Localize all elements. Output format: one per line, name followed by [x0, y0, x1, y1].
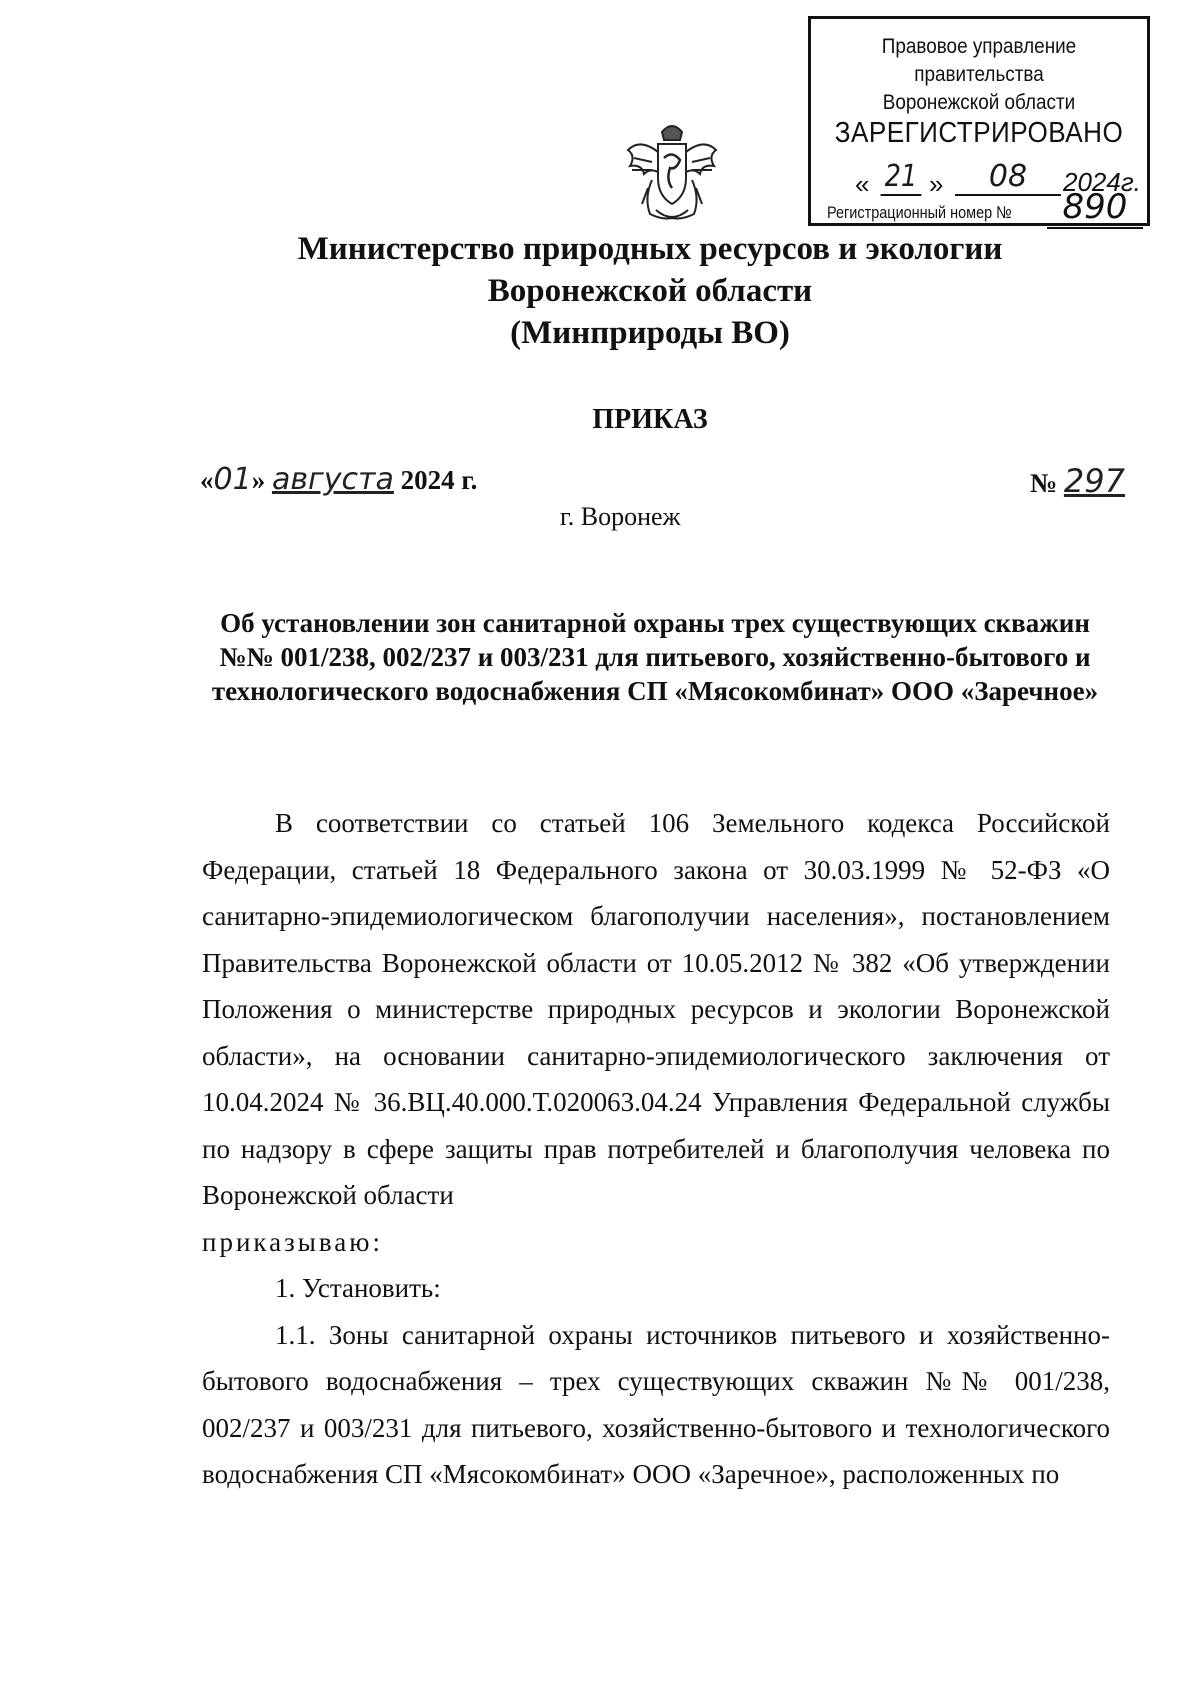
date-year: 2024 г. [400, 465, 478, 495]
registration-stamp [808, 16, 1150, 226]
order-word: приказываю: [202, 1226, 383, 1257]
stamp-day: 21 [881, 159, 922, 196]
stamp-registered-label: ЗАРЕГИСТРИРОВАНО [834, 117, 1124, 149]
order-number [1030, 462, 1125, 500]
item-1-1: 1.1. Зоны санитарной охраны источников питьевого и хозяйственно-бытового водоснабжения – трех существующих скважин №№ 001/238, 002/237 и 003/231 для питьевого, хозяйственно-бытового и технологического водоснабжения СП «Мясокомбинат» ООО «Заречное», расположенных по [202, 1319, 1110, 1489]
ministry-name-line1: Министерство природных ресурсов и экологии [297, 231, 1003, 267]
stamp-reg-number-row [821, 187, 1141, 227]
coat-of-arms-icon [622, 118, 722, 228]
order-number-value: 297 [1063, 462, 1125, 500]
ministry-name-line2: Воронежской области [487, 273, 813, 309]
stamp-reg-number: 890 [1047, 187, 1143, 229]
order-body [202, 800, 1110, 1498]
subject-line3: технологического водоснабжения СП «Мясокомбинат» ООО «Заречное» [211, 676, 1099, 706]
ministry-name-line3: (Минприроды ВО) [510, 315, 790, 351]
subject-line1: Об установлении зон санитарной охраны трех существующих скважин [220, 608, 1090, 638]
stamp-org-line2: Воронежской области [882, 91, 1076, 114]
order-date [200, 462, 477, 497]
stamp-month: 08 [955, 159, 1061, 196]
date-day: 01 [213, 462, 252, 497]
stamp-year: 2024г. [1063, 167, 1141, 197]
date-month: августа [271, 462, 394, 497]
document-type: ПРИКАЗ [592, 404, 708, 435]
date-quote-close: » [251, 465, 266, 495]
city: г. Воронеж [560, 502, 681, 531]
order-subject [200, 606, 1110, 708]
preamble-paragraph: В соответствии со статьей 106 Земельного кодекса Российской Федерации, статьей 18 Федерального закона от 30.03.1999 № 52-ФЗ «О санитарно-эпидемиологическом благополучии населения», постановлением Правительства Воронежской области от 10.05.2012 № 382 «Об утверждении Положения о министерстве природных ресурсов и экологии Воронежской области», на основании санитарно-эпидемиологического заключения от 10.04.2024 № 36.ВЦ.40.000.Т.020063.04.24 Управления Федеральной службы по надзору в сфере защиты прав потребителей и благополучия человека по Воронежской области [202, 808, 1110, 1210]
stamp-organization [828, 33, 1130, 117]
order-number-label: № [1030, 468, 1058, 498]
date-quote-open: « [200, 465, 214, 495]
subject-line2: №№ 001/238, 002/237 и 003/231 для питьевого, хозяйственно-бытового и [219, 642, 1091, 672]
stamp-quote-open: « [855, 169, 870, 199]
item-1: 1. Установить: [275, 1273, 441, 1303]
stamp-quote-close: » [929, 169, 944, 199]
stamp-reg-number-label: Регистрационный номер № [827, 203, 1012, 222]
ministry-header [260, 228, 1040, 354]
stamp-org-line1: Правовое управление правительства [881, 35, 1077, 86]
